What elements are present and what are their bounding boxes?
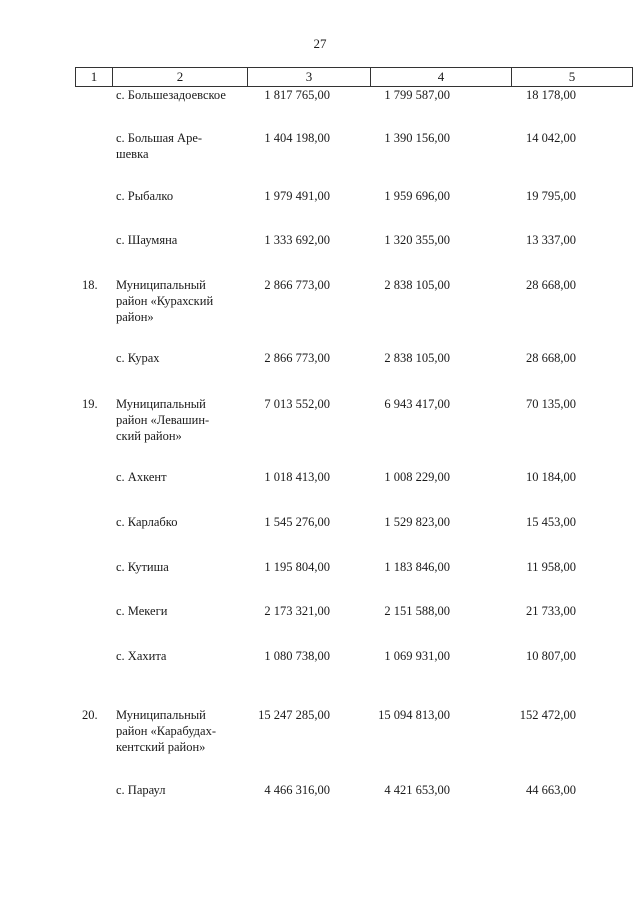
row-col-5: 13 337,00: [526, 233, 576, 247]
row-col-4: 1 320 355,00: [384, 233, 450, 247]
row-col-3: 1 545 276,00: [264, 515, 330, 529]
row-name: с. Рыбалко: [116, 189, 174, 203]
row-col-3: 15 247 285,00: [258, 708, 330, 722]
row-col-3: 2 866 773,00: [264, 278, 330, 292]
row-col-3: 1 404 198,00: [264, 131, 330, 145]
row-col-5: 19 795,00: [526, 189, 576, 203]
page-number: 27: [313, 36, 327, 51]
row-name: Муниципальный район «Левашин- ский район»: [116, 397, 210, 443]
row-name: с. Кутиша: [116, 560, 169, 574]
row-col-3: 2 866 773,00: [264, 351, 330, 365]
row-col-5: 70 135,00: [526, 397, 576, 411]
row-col-4: 1 959 696,00: [384, 189, 450, 203]
row-col-4: 2 151 588,00: [384, 604, 450, 618]
row-col-5: 28 668,00: [526, 278, 576, 292]
row-col-5: 10 807,00: [526, 649, 576, 663]
row-col-5: 21 733,00: [526, 604, 576, 618]
row-col-5: 10 184,00: [526, 470, 576, 484]
row-col-4: 1 069 931,00: [384, 649, 450, 663]
row-col-3: 4 466 316,00: [264, 783, 330, 797]
row-col-3: 1 195 804,00: [264, 560, 330, 574]
header-col-1: 1: [76, 68, 113, 87]
row-name: с. Параул: [116, 783, 166, 797]
row-number: 20.: [82, 708, 98, 722]
row-col-3: 2 173 321,00: [264, 604, 330, 618]
row-col-5: 14 042,00: [526, 131, 576, 145]
row-col-3: 1 979 491,00: [264, 189, 330, 203]
row-col-4: 1 183 846,00: [384, 560, 450, 574]
row-name: Муниципальный район «Карабудах- кентский район»: [116, 708, 216, 754]
row-col-3: 7 013 552,00: [264, 397, 330, 411]
row-name: с. Шаумяна: [116, 233, 178, 247]
row-col-4: 1 008 229,00: [384, 470, 450, 484]
row-col-3: 1 817 765,00: [264, 88, 330, 102]
row-col-4: 1 390 156,00: [384, 131, 450, 145]
row-name: с. Мекеги: [116, 604, 168, 618]
row-name: с. Карлабко: [116, 515, 178, 529]
row-col-4: 6 943 417,00: [384, 397, 450, 411]
row-name: с. Хахита: [116, 649, 167, 663]
row-col-4: 1 799 587,00: [384, 88, 450, 102]
row-col-5: 15 453,00: [526, 515, 576, 529]
header-col-5: 5: [512, 68, 633, 87]
row-col-4: 1 529 823,00: [384, 515, 450, 529]
row-number: 18.: [82, 278, 98, 292]
row-name: с. Курах: [116, 351, 160, 365]
row-name: Муниципальный район «Курахский район»: [116, 278, 214, 324]
header-col-4: 4: [371, 68, 512, 87]
row-col-5: 44 663,00: [526, 783, 576, 797]
row-name: с. Большая Аре- шевка: [116, 131, 203, 161]
row-col-5: 152 472,00: [519, 708, 576, 722]
row-col-3: 1 080 738,00: [264, 649, 330, 663]
row-name: с. Большезадоевское: [116, 88, 226, 102]
row-number: 19.: [82, 397, 98, 411]
row-col-4: 4 421 653,00: [384, 783, 450, 797]
row-col-5: 18 178,00: [526, 88, 576, 102]
row-col-5: 11 958,00: [526, 560, 576, 574]
row-col-3: 1 018 413,00: [264, 470, 330, 484]
row-col-4: 15 094 813,00: [378, 708, 450, 722]
header-col-3: 3: [248, 68, 371, 87]
header-col-2: 2: [113, 68, 248, 87]
row-col-5: 28 668,00: [526, 351, 576, 365]
row-name: с. Ахкент: [116, 470, 167, 484]
row-col-4: 2 838 105,00: [384, 278, 450, 292]
row-col-4: 2 838 105,00: [384, 351, 450, 365]
row-col-3: 1 333 692,00: [264, 233, 330, 247]
